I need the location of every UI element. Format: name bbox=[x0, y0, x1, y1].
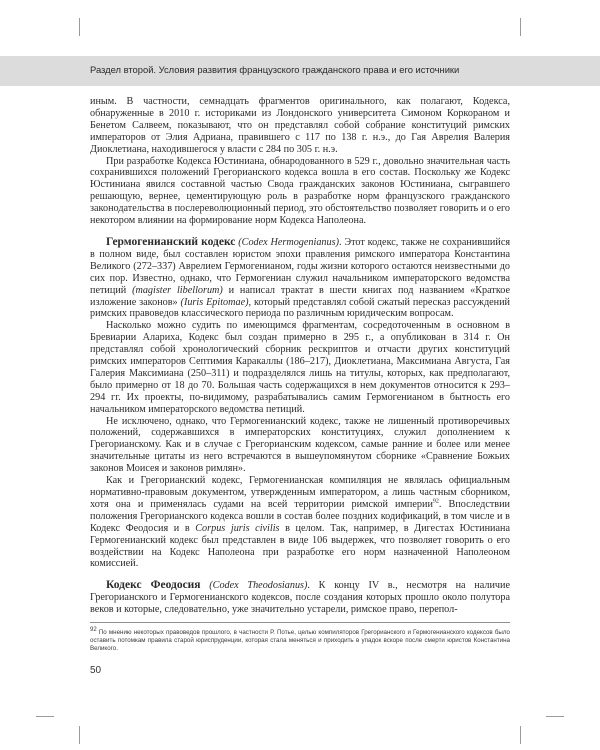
section-heading: Кодекс Феодосия bbox=[106, 579, 201, 592]
paragraph bbox=[90, 96, 510, 156]
paragraph-text: . Этот кодекс, также не сохранившийся в полном виде, был составлен юристом эпохи правления римского императора Константина Великого (272–337) Аврелием Гермогенианом, годы жизни которого остаются неизвестными до сих пор. Известно, однако, что Гермогениан служил начальником императорского ведомства петиций bbox=[90, 236, 511, 296]
latin-term: Corpus juris civilis bbox=[195, 522, 280, 534]
footnote bbox=[90, 626, 510, 653]
crop-mark bbox=[546, 716, 564, 717]
running-header bbox=[0, 56, 600, 86]
page-number: 50 bbox=[90, 665, 102, 676]
section-heading: Гермогенианский кодекс bbox=[106, 235, 236, 248]
crop-mark bbox=[520, 18, 521, 36]
paragraph bbox=[90, 156, 510, 227]
paragraph-text: Как и Грегорианский кодекс, Гермогенианская компиляция не являлась официальным нормативно-правовым документом, утвержденным императором, а лишь частным сборником, хотя она и применялась судами на всей территории римской империи bbox=[90, 475, 510, 510]
paragraph-text: При разработке Кодекса Юстиниана, обнародованного в 529 г., довольно значительная часть сохранившихся положений Грегорианского кодекса вошла в его состав. Поскольку же Кодекс Юстиниана явился составной частью Свода гражданских законов Юстиниана, сыгравшего решающую, вернее, цементирующую роль в разработке норм французского гражданского законодательства в послереволюционный период, это обстоятельство позволяет говорить и о его некотором влиянии на формирование норм Кодекса Наполеона. bbox=[90, 155, 510, 227]
paragraph-text: . К концу IV в., несмотря на наличие Грегорианского и Гермогенианского кодексов, после создания которых прошло около полутора веков и которые, следовательно, уже значительно устарели, римское право, перепол- bbox=[90, 580, 510, 616]
footnote-divider bbox=[90, 622, 510, 623]
crop-mark bbox=[36, 716, 54, 717]
footnote-number: 92 bbox=[90, 626, 97, 633]
page-body bbox=[90, 96, 510, 616]
footnote-ref[interactable]: 92 bbox=[432, 498, 439, 505]
paragraph-text: . Впоследствии положения Грегорианского кодекса вошли в состав более поздних кодификаций, в том числе и в Кодекс Феодосия и в bbox=[90, 498, 511, 534]
paragraph-text: иным. В частности, семнадцать фрагментов оригинального, как полагают, Кодекса, обнаруженные в 2010 г. историками из Лондонского университета Симоном Коркораном и Бенетом Салвеем, показывают, что он представлял собой собрание конституций римских императоров от Элия Адриана, правившего с 117 по 138 г. н.э., до Гая Аврелия Валерия Диоклетиана, находившегося у власти с 284 по 305 г. н.э. bbox=[90, 96, 510, 155]
latin-term: (magister libellorum) bbox=[132, 284, 223, 296]
paragraph bbox=[90, 320, 510, 415]
paragraph-text: в целом. Так, например, в Дигестах Юстиниана Гермогенианский кодекс был представлен в виде 106 выдержек, что позволяет говорить о его воздействии на Кодекс Наполеона при разработке его норм назначенной Наполеоном комиссией. bbox=[90, 522, 510, 570]
paragraph-text: и написал трактат в шести книгах под названием «Краткое изложение законов» bbox=[90, 284, 511, 308]
paragraph bbox=[90, 475, 510, 570]
header-title: Раздел второй. Условия развития французского гражданского права и его источники bbox=[90, 64, 460, 75]
crop-mark bbox=[520, 726, 521, 744]
section-paragraph-theodosianus bbox=[90, 580, 510, 616]
latin-title: (Codex Theodosianus) bbox=[209, 580, 308, 592]
paragraph bbox=[90, 416, 510, 476]
paragraph-text: , который представлял собой сжатый пересказ рассуждений римских правоведов классического периода по различным юридическим вопросам. bbox=[90, 296, 511, 320]
paragraph-text: Насколько можно судить по имеющимся фрагментам, сосредоточенным в основном в Бревиарии Алариха, Кодекс был создан примерно в 295 г., а опубликован в 314 г. Он представлял собой хронологический сборник рескриптов и отчасти других конституций римских императоров Септимия Каракаллы (186–217), Диоклетиана, Максимиана Августа, Гая Галерия Максимиана (250–311) и подразделялся лишь на титулы, которых, как предполагают, было примерно от 18 до 70. Большая часть содержащихся в нем документов относится к 293–294 гг. Их проекты, по-видимому, разрабатывались самим Гермогенианом в бытность его начальником императорского ведомства петиций. bbox=[90, 320, 510, 415]
section-paragraph-hermogenianus bbox=[90, 237, 510, 320]
paragraph-text: Не исключено, однако, что Гермогенианский кодекс, также не лишенный противоречивых положений, содержавшихся в императорских конституциях, служил дополнением к Грегорианскому. Как и в случае с Грегорианским кодексом, самые ранние и более или менее значительные цитаты из него встречаются в вышеупомянутом сборнике «Сравнение Божьих законов Моисея и законов римлян». bbox=[90, 415, 510, 475]
footnote-text: По мнению некоторых правоведов прошлого, в частности Р. Потье, целью компиляторов Грегорианского и Гермогенианского кодексов было оставить потомкам правила старой юриспруденции, которая стала меняться и приходить в упадок вскоре после смерти юристов Константина Великого. bbox=[90, 629, 510, 652]
latin-title: (Codex Hermogenianus) bbox=[238, 236, 339, 248]
crop-mark bbox=[79, 726, 80, 744]
crop-mark bbox=[79, 18, 80, 36]
latin-term: (Iuris Epitomae) bbox=[180, 296, 249, 308]
